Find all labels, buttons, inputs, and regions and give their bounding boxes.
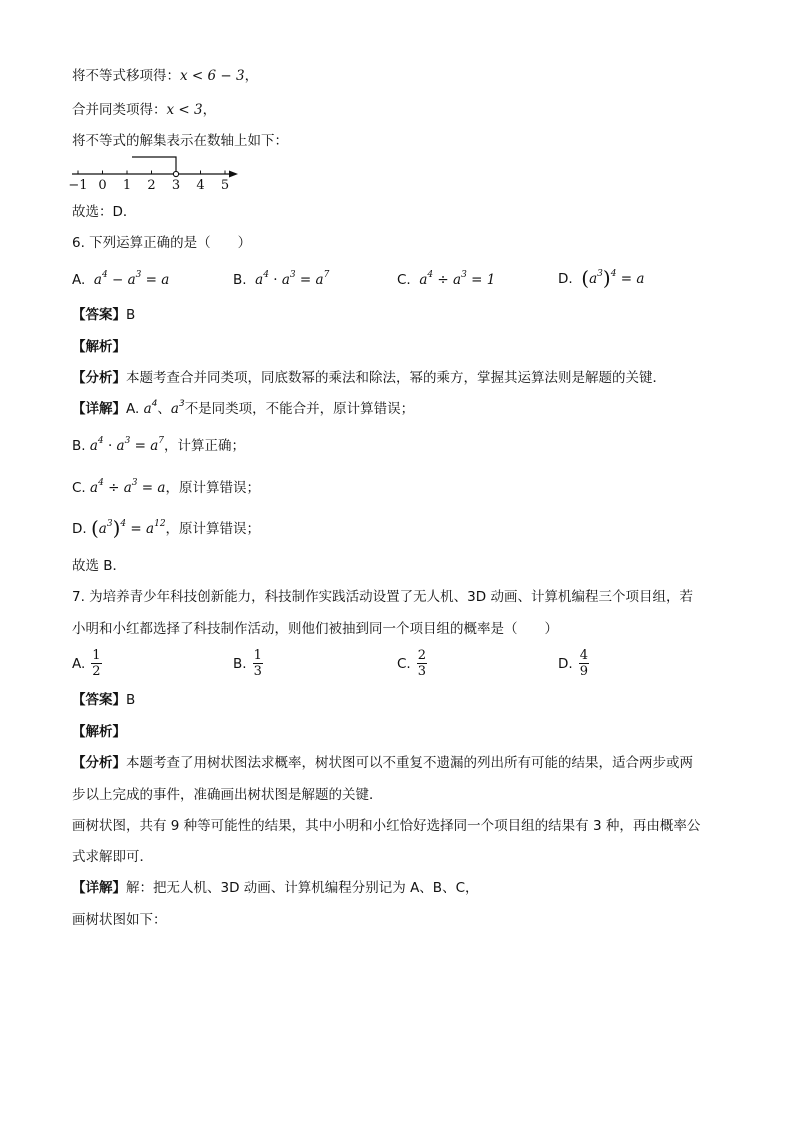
- option-letter: A.: [72, 656, 86, 672]
- q7-option-c: [397, 648, 427, 680]
- tick-label: 2: [147, 178, 156, 193]
- axis-arrow-icon: [229, 171, 238, 178]
- q7-fenxi-line2: 步以上完成的事件，准确画出树状图是解题的关键．: [72, 787, 383, 803]
- q6-fenxi: [72, 368, 666, 388]
- number-line-diagram: [68, 152, 248, 194]
- q7-answer: [72, 690, 135, 710]
- q6-detail-b: B. $a^4 \cdot a^3 = a^7$，计算正确；: [72, 436, 246, 454]
- detail-tag: 【详解】: [72, 401, 126, 417]
- q6-option-c: C. $a^4 \div a^3 = 1$: [397, 270, 496, 288]
- q7-plan-line1: 画树状图，共有 9 种等可能性的结果，其中小明和小红恰好选择同一个项目组的结果有 3 种，再由概率公: [72, 818, 701, 834]
- q6-detail-d: D. $(a^3)^4 = a^{12}$，原计算错误；: [72, 516, 261, 540]
- fraction: $\frac{1}{3}$: [253, 648, 262, 679]
- q6-detail-c: C. $a^4 \div a^3 = a$，原计算错误；: [72, 478, 260, 496]
- tick-label: 1: [122, 178, 132, 193]
- q6-choice: 故选 B．: [72, 558, 127, 574]
- answer-value: B: [126, 307, 136, 323]
- q7-stem-line1: 7. 为培养青少年科技创新能力，科技制作实践活动设置了无人机、3D 动画、计算机编程三个项目组，若: [72, 589, 693, 605]
- q7-plan-line2: 式求解即可．: [72, 849, 153, 865]
- step-combine-line: [72, 100, 216, 120]
- solution-bracket: [132, 157, 176, 174]
- answer-value: B: [126, 692, 136, 708]
- tick-label: 5: [220, 178, 230, 193]
- fenxi-tag: 【分析】: [72, 755, 126, 771]
- step-combine-label: 合并同类项得：: [72, 102, 167, 118]
- q6-option-b: B. $a^4 \cdot a^3 = a^7$: [233, 270, 330, 288]
- q6-analysis-tag: 【解析】: [72, 339, 126, 355]
- fenxi-tag: 【分析】: [72, 370, 126, 386]
- step-move-expr: x < 6 − 3: [180, 68, 245, 84]
- option-letter: B.: [233, 656, 247, 672]
- q6-stem: 6. 下列运算正确的是（ ）: [72, 235, 252, 251]
- tick-label: −1: [68, 178, 88, 193]
- q6-detail-a: 【详解】A. $a^4$、$a^3$不是同类项，不能合并，原计算错误；: [72, 399, 415, 417]
- fraction: $\frac{4}{9}$: [579, 648, 588, 679]
- step-move-line: [72, 66, 258, 86]
- tick-label: 0: [98, 178, 107, 193]
- detail-tag: 【详解】: [72, 880, 126, 896]
- number-line-intro: 将不等式的解集表示在数轴上如下：: [72, 133, 288, 149]
- q6-answer: [72, 305, 135, 325]
- tick-label: 4: [196, 178, 205, 193]
- fenxi-text: 本题考查合并同类项，同底数幂的乘法和除法，幂的乘方，掌握其运算法则是解题的关键．: [126, 370, 666, 386]
- step-combine-expr: x < 3: [166, 102, 203, 118]
- q7-option-a: [72, 648, 102, 680]
- step-combine-end: ，: [202, 102, 217, 118]
- option-letter: C.: [397, 272, 411, 288]
- q7-analysis-tag: 【解析】: [72, 724, 126, 740]
- q7-tree-intro: 画树状图如下：: [72, 912, 167, 928]
- step-move-end: ，: [244, 68, 259, 84]
- step-move-label: 将不等式移项得：: [72, 68, 180, 84]
- tick-label: 3: [171, 178, 181, 193]
- fraction: $\frac{1}{2}$: [92, 648, 101, 679]
- q7-option-b: [233, 648, 263, 680]
- option-letter: B.: [233, 272, 247, 288]
- q5-choice: 故选：D．: [72, 204, 137, 220]
- fenxi-text: 本题考查了用树状图法求概率，树状图可以不重复不遗漏的列出所有可能的结果，适合两步或两: [126, 755, 693, 771]
- detail-text: 解：把无人机、3D 动画、计算机编程分别记为 A、B、C，: [126, 880, 479, 896]
- q7-fenxi-line1: [72, 753, 693, 773]
- option-letter: C.: [397, 656, 411, 672]
- q7-option-d: [558, 648, 589, 680]
- q7-stem-line2: 小明和小红都选择了科技制作活动，则他们被抽到同一个项目组的概率是（ ）: [72, 621, 558, 637]
- option-letter: D.: [558, 656, 573, 672]
- open-point: [173, 171, 178, 176]
- option-letter: D.: [558, 271, 573, 287]
- q6-option-a: A. $a^4 - a^3 = a$: [72, 270, 170, 288]
- option-letter: A.: [72, 272, 86, 288]
- answer-tag: 【答案】: [72, 307, 126, 323]
- answer-tag: 【答案】: [72, 692, 126, 708]
- q6-option-d: D. $(a^3)^4 = a$: [558, 266, 645, 290]
- fraction: $\frac{2}{3}$: [417, 648, 426, 679]
- q7-detail: [72, 878, 479, 898]
